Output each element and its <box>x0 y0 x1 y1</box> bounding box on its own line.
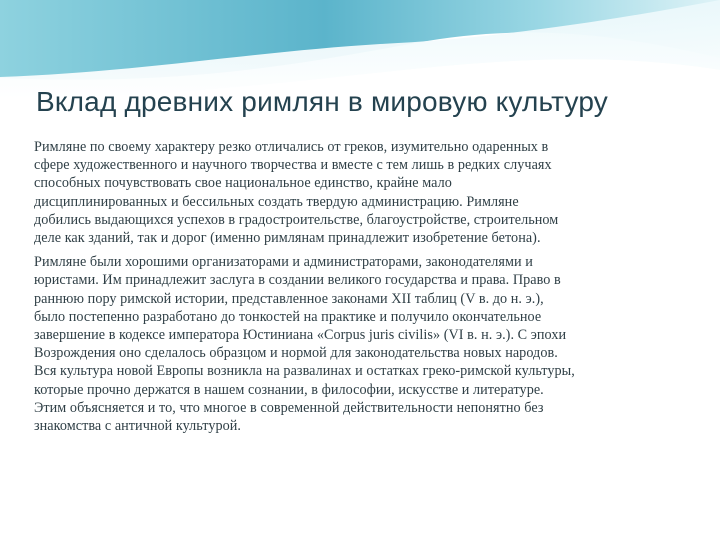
paragraph-roman-character: Римляне по своему характеру резко отличались от греков, изумительно одаренных в сфере художественного и научного творчества и вместе с тем лишь в редких случаях способных почувствовать свое национальное единство, крайне мало дисциплинированных и бессильных создать твердую администрацию. Римляне добились выдающихся успехов в градостроительстве, благоустройстве, строительном деле как зданий, так и дорог (именно римлянам принадлежит изобретение бетона). <box>34 139 559 247</box>
slide-body-text <box>34 138 690 441</box>
paragraph-roman-law-culture: Римляне были хорошими организаторами и администраторами, законодателями и юристами. Им принадлежит заслуга в создании великого государства и права. Право в раннюю пору римской истории, представленное законами XII таблиц (V в. до н. э.), было постепенно разработано до тонкостей на практике и получило окончательное завершение в кодексе императора Юстиниана «Corpus juris civilis» (VI в. н. э.). С эпохи Возрождения оно сделалось образцом и нормой для законодательства новых народов. Вся культура новой Европы возникла на развалинах и остатках греко-римской культуры, которые прочно держатся в нашем сознании, в философии, искусстве и литературе. Этим объясняется и то, что многое в современной действительности непонятно без знакомства с античной культурой. <box>34 254 575 435</box>
slide-title: Вклад древних римлян в мировую культуру <box>36 86 609 117</box>
